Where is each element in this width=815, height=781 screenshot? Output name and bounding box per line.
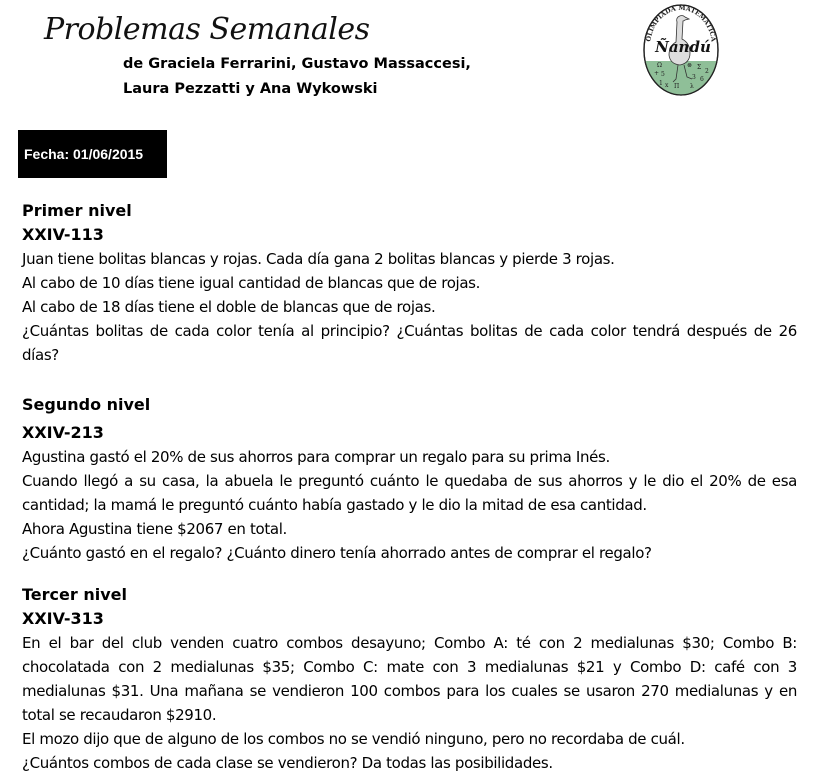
logo-green-field bbox=[642, 61, 720, 97]
level-section-tercer bbox=[22, 583, 797, 775]
level-title: Primer nivel bbox=[22, 201, 132, 220]
problem-line: Al cabo de 10 días tiene igual cantidad de blancas que de rojas. bbox=[22, 274, 481, 292]
level-title: Segundo nivel bbox=[22, 395, 151, 414]
svg-text:Π: Π bbox=[674, 83, 680, 90]
problem-line: ¿Cuánto gastó en el regalo? ¿Cuánto dinero tenía ahorrado antes de comprar el regalo? bbox=[22, 544, 652, 562]
level-title: Tercer nivel bbox=[22, 585, 127, 604]
problem-code: XXIV-313 bbox=[22, 609, 104, 628]
svg-text:Σ: Σ bbox=[697, 64, 702, 71]
problem-line: Juan tiene bolitas blancas y rojas. Cada día gana 2 bolitas blancas y pierde 3 rojas. bbox=[22, 250, 615, 268]
authors bbox=[123, 52, 471, 102]
level-section-primer bbox=[22, 199, 797, 367]
level-section-segundo bbox=[22, 393, 797, 565]
page-title: Problemas Semanales bbox=[44, 12, 370, 47]
svg-text:2: 2 bbox=[705, 68, 709, 75]
problem-code: XXIV-213 bbox=[22, 423, 104, 442]
date-label: Fecha: 01/06/2015 bbox=[18, 130, 167, 178]
problem-line: ¿Cuántos combos de cada clase se vendieron? Da todas las posibilidades. bbox=[22, 754, 553, 772]
svg-text:+: + bbox=[654, 70, 660, 77]
problem-text bbox=[22, 445, 797, 565]
svg-text:λ: λ bbox=[690, 83, 694, 90]
svg-text:3: 3 bbox=[692, 74, 696, 81]
logo-ring-text: OLIMPIADA MATEMATICA bbox=[644, 3, 718, 43]
svg-text:5: 5 bbox=[661, 71, 665, 78]
logo-name: Ñandú bbox=[655, 38, 711, 56]
problem-line: Al cabo de 18 días tiene el doble de blancas que de rojas. bbox=[22, 298, 436, 316]
authors-line-2: Laura Pezzatti y Ana Wykowski bbox=[123, 81, 378, 97]
problem-line: Agustina gastó el 20% de sus ahorros para comprar un regalo para su prima Inés. bbox=[22, 448, 610, 466]
problem-line: Cuando llegó a su casa, la abuela le preguntó cuánto le quedaba de sus ahorros y le dio el 20% de esa cantidad; la mamá le preguntó cuánto había gastado y le dio la mitad de esa cantidad. bbox=[22, 472, 797, 514]
problem-line: El mozo dijo que de alguno de los combos no se vendió ninguno, pero no recordaba de cuál. bbox=[22, 730, 685, 748]
svg-text:x: x bbox=[665, 82, 669, 89]
svg-text:6: 6 bbox=[700, 76, 704, 83]
svg-text:⊗: ⊗ bbox=[687, 62, 693, 69]
nandu-olympiad-logo bbox=[642, 3, 720, 97]
problem-text bbox=[22, 247, 797, 367]
problem-line: Ahora Agustina tiene $2067 en total. bbox=[22, 520, 287, 538]
problem-text bbox=[22, 631, 797, 775]
problem-line: ¿Cuántas bolitas de cada color tenía al principio? ¿Cuántas bolitas de cada color tendrá después de 26 días? bbox=[22, 322, 797, 364]
authors-line-1: de Graciela Ferrarini, Gustavo Massaccesi, bbox=[123, 56, 471, 72]
svg-text:Ω: Ω bbox=[657, 62, 662, 69]
problem-code: XXIV-113 bbox=[22, 225, 104, 244]
svg-text:1: 1 bbox=[659, 80, 663, 87]
problem-line: En el bar del club venden cuatro combos desayuno; Combo A: té con 2 medialunas $30; Combo B: chocolatada con 2 medialunas $35; Combo C: mate con 3 medialunas $21 y Combo D: café con 3 medialunas $31. Una mañana se vendieron 100 combos para los cuales se usaron 270 medialunas y en total se recaudaron $2910. bbox=[22, 634, 797, 724]
